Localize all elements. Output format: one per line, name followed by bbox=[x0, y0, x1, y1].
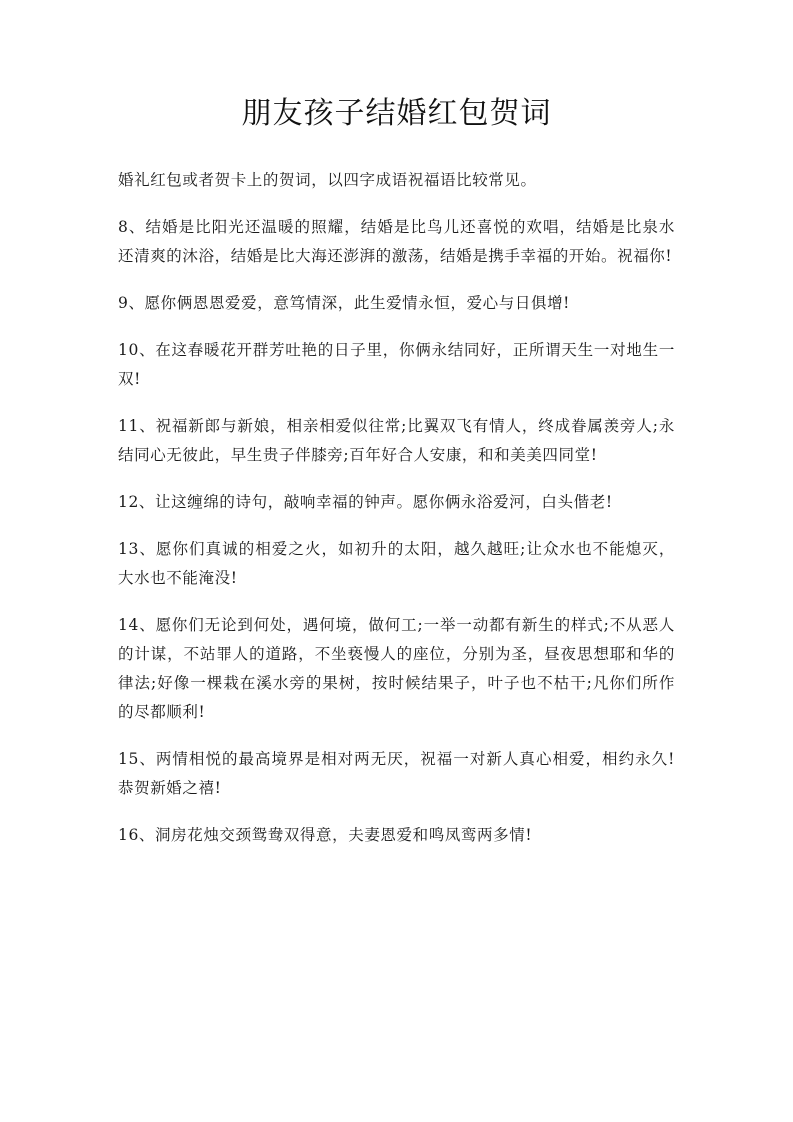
paragraph-14: 14、愿你们无论到何处，遇何境，做何工;一举一动都有新生的样式;不从恶人的计谋，不站罪人的道路，不坐亵慢人的座位，分别为圣，昼夜思想耶和华的律法;好像一棵栽在溪水旁的果树，按时候结果子，叶子也不枯干;凡你们所作的尽都顺利! bbox=[118, 616, 675, 721]
paragraph-15: 15、两情相悦的最高境界是相对两无厌，祝福一对新人真心相爱，相约永久!恭贺新婚之禧! bbox=[118, 750, 675, 797]
paragraph-16: 16、洞房花烛交颈鸳鸯双得意，夫妻恩爱和鸣凤鸾两多情! bbox=[118, 826, 533, 844]
paragraph-11: 11、祝福新郎与新娘，相亲相爱似往常;比翼双飞有情人，终成眷属羡旁人;永结同心无彼此，早生贵子伴膝旁;百年好合人安康，和和美美四同堂! bbox=[118, 417, 675, 464]
paragraph-9: 9、愿你俩恩恩爱爱，意笃情深，此生爱情永恒，爱心与日俱增! bbox=[118, 294, 570, 312]
paragraph-10: 10、在这春暖花开群芳吐艳的日子里，你俩永结同好，正所谓天生一对地生一双! bbox=[118, 341, 675, 388]
document-body bbox=[118, 166, 675, 850]
paragraph-12: 12、让这缠绵的诗句，敲响幸福的钟声。愿你俩永浴爱河，白头偕老! bbox=[118, 493, 613, 511]
paragraph-8: 8、结婚是比阳光还温暖的照耀，结婚是比鸟儿还喜悦的欢唱，结婚是比泉水还清爽的沐浴，结婚是比大海还澎湃的激荡，结婚是携手幸福的开始。祝福你! bbox=[118, 218, 675, 265]
document-title: 朋友孩子结婚红包贺词 bbox=[241, 96, 552, 131]
paragraph-13: 13、愿你们真诚的相爱之火，如初升的太阳，越久越旺;让众水也不能熄灭，大水也不能淹没! bbox=[118, 540, 675, 587]
paragraph-intro: 婚礼红包或者贺卡上的贺词，以四字成语祝福语比较常见。 bbox=[118, 171, 537, 189]
